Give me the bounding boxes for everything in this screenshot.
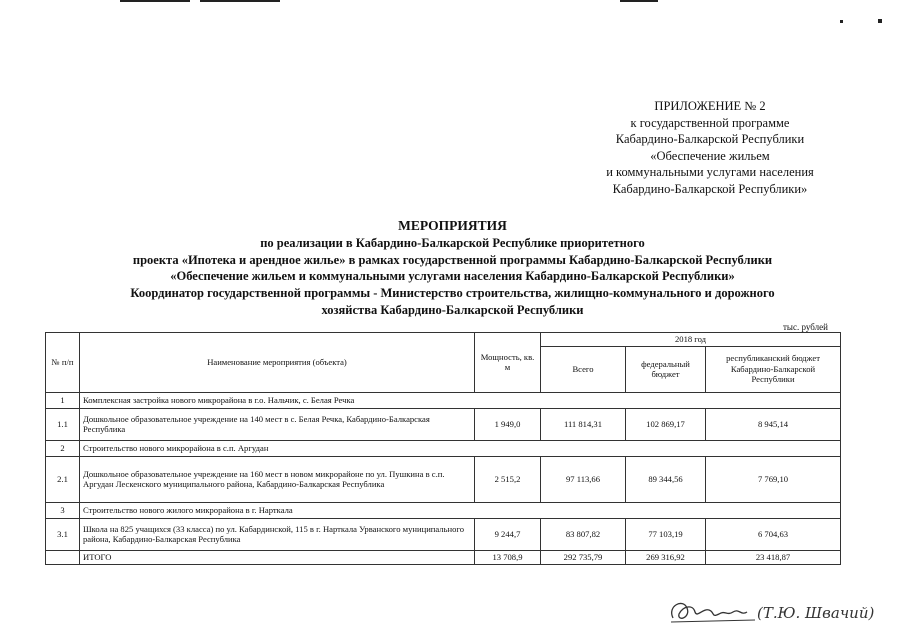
row-capacity: 1 949,0 — [475, 408, 541, 440]
scan-artifact — [620, 0, 658, 2]
heading-line: «Обеспечение жильем и коммунальными услугами населения Кабардино-Балкарской Республики» — [170, 269, 735, 284]
row-name: Строительство нового микрорайона в с.п. Аргудан — [80, 440, 841, 456]
totals-capacity: 13 708,9 — [475, 550, 541, 564]
table-row — [46, 518, 841, 550]
row-num: 3 — [46, 502, 80, 518]
row-federal: 89 344,56 — [626, 456, 706, 502]
header-name: Наименование мероприятия (объекта) — [80, 333, 475, 393]
row-total: 83 807,82 — [541, 518, 626, 550]
heading-line: хозяйства Кабардино-Балкарской Республики — [321, 302, 584, 317]
document-heading — [20, 218, 885, 319]
units-label: тыс. рублей — [783, 322, 828, 332]
document-title: МЕРОПРИЯТИЯ — [398, 218, 507, 233]
row-federal: 102 869,17 — [626, 408, 706, 440]
row-total: 97 113,66 — [541, 456, 626, 502]
table-row — [46, 408, 841, 440]
row-federal: 77 103,19 — [626, 518, 706, 550]
row-num: 1 — [46, 392, 80, 408]
scan-artifact — [840, 20, 843, 23]
row-name: Строительство нового жилого микрорайона в г. Нарткала — [80, 502, 841, 518]
measures-table — [45, 332, 841, 565]
signature-scribble — [672, 603, 747, 618]
totals-row — [46, 550, 841, 564]
header-year: 2018 год — [541, 333, 841, 347]
header-federal: федеральный бюджет — [626, 346, 706, 392]
row-republic: 6 704,63 — [706, 518, 841, 550]
row-republic: 7 769,10 — [706, 456, 841, 502]
row-num: 3.1 — [46, 518, 80, 550]
totals-total: 292 735,79 — [541, 550, 626, 564]
header-capacity: Мощность, кв. м — [475, 333, 541, 393]
appendix-line: к государственной программе — [630, 115, 790, 130]
table-row — [46, 502, 841, 518]
row-republic: 8 945,14 — [706, 408, 841, 440]
appendix-line: и коммунальными услугами населения — [606, 165, 814, 179]
totals-num-cell — [46, 550, 80, 564]
row-num: 1.1 — [46, 408, 80, 440]
table-row — [46, 392, 841, 408]
appendix-line: «Обеспечение жильем — [650, 148, 770, 163]
header-republic: республиканский бюджет Кабардино-Балкарской Республики — [706, 346, 841, 392]
header-total: Всего — [541, 346, 626, 392]
scan-artifact — [120, 0, 190, 2]
row-num: 2.1 — [46, 456, 80, 502]
table-row — [46, 456, 841, 502]
row-name: Дошкольное образовательное учреждение на 160 мест в новом микрорайоне по ул. Пушкина в с.п. Аргудан Лескенского муниципального района, Кабардино-Балкарская Республика — [80, 456, 475, 502]
header-num: № п/п — [46, 333, 80, 393]
row-capacity: 2 515,2 — [475, 456, 541, 502]
row-name: Дошкольное образовательное учреждение на 140 мест в с. Белая Речка, Кабардино-Балкарская Республика — [80, 408, 475, 440]
signature-name: (Т.Ю. Швачий) — [757, 604, 875, 622]
row-name: Школа на 825 учащихся (33 класса) по ул. Кабардинской, 115 в г. Нарткала Урванского муниципального района, Кабардино-Балкарская Республика — [80, 518, 475, 550]
handwritten-signature — [665, 588, 900, 633]
appendix-line: Кабардино-Балкарской Республики — [615, 132, 805, 146]
appendix-line: Кабардино-Балкарской Республики» — [612, 181, 808, 196]
heading-line: Координатор государственной программы - Министерство строительства, жилищно-коммунального и дорожного — [130, 286, 775, 301]
totals-republic: 23 418,87 — [706, 550, 841, 564]
row-name: Комплексная застройка нового микрорайона в г.о. Нальчик, с. Белая Речка — [80, 392, 841, 408]
table-row — [46, 440, 841, 456]
scan-artifact — [878, 19, 882, 23]
row-total: 111 814,31 — [541, 408, 626, 440]
row-num: 2 — [46, 440, 80, 456]
signature-underline — [671, 620, 755, 622]
heading-line: проекта «Ипотека и арендное жилье» в рамках государственной программы Кабардино-Балкарской Республики — [132, 252, 773, 267]
appendix-block — [560, 98, 860, 197]
totals-label: ИТОГО — [80, 550, 475, 564]
totals-federal: 269 316,92 — [626, 550, 706, 564]
heading-line: по реализации в Кабардино-Балкарской Республике приоритетного — [260, 235, 645, 250]
scan-artifact — [200, 0, 280, 2]
appendix-line: ПРИЛОЖЕНИЕ № 2 — [654, 99, 766, 113]
row-capacity: 9 244,7 — [475, 518, 541, 550]
